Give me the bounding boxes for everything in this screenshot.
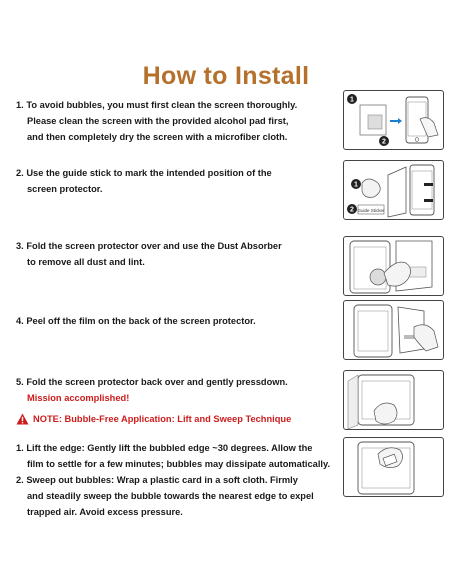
panel-dust-absorber <box>343 236 444 296</box>
step-4 <box>16 313 256 329</box>
svg-text:2: 2 <box>350 206 354 214</box>
panel-press-down <box>343 370 444 430</box>
page-title: How to Install <box>142 62 310 90</box>
press-down-illustration <box>344 371 443 429</box>
svg-text:1: 1 <box>354 181 358 189</box>
step-2 <box>16 165 272 197</box>
warning-icon <box>16 413 29 425</box>
lift-sweep-illustration <box>344 438 443 496</box>
guide-stick-illustration <box>344 161 443 219</box>
panel-lift-sweep <box>343 437 444 497</box>
technique-line-4: and steadily sweep the bubble towards the nearest edge to expel <box>27 491 314 501</box>
panel-peel-film <box>343 300 444 360</box>
svg-text:1: 1 <box>350 96 354 104</box>
step-4-line-1: 4. Peel off the film on the back of the screen protector. <box>16 316 256 326</box>
panel-guide-stick <box>343 160 444 220</box>
technique-line-3: 2. Sweep out bubbles: Wrap a plastic card in a soft cloth. Firmly <box>16 475 298 485</box>
panel-cleaning <box>343 90 444 150</box>
peel-film-illustration <box>344 301 443 359</box>
cleaning-illustration <box>344 91 443 149</box>
step-1-line-1: 1. To avoid bubbles, you must first clean the screen thoroughly. <box>16 100 298 110</box>
technique-line-1: 1. Lift the edge: Gently lift the bubbled edge ~30 degrees. Allow the <box>16 443 313 453</box>
note-heading <box>16 413 291 425</box>
step-3-line-2: to remove all dust and lint. <box>27 257 145 267</box>
step-1-line-2: Please clean the screen with the provided alcohol pad first, <box>27 116 289 126</box>
step-5-line-1: 5. Fold the screen protector back over and gently pressdown. <box>16 377 288 387</box>
step-2-line-1: 2. Use the guide stick to mark the intended position of the <box>16 168 272 178</box>
step-5-line-2: Mission accomplished! <box>27 393 130 403</box>
step-3 <box>16 238 282 270</box>
dust-absorber-illustration <box>344 237 443 295</box>
svg-text:Guide Sticker: Guide Sticker <box>357 208 385 213</box>
step-3-line-1: 3. Fold the screen protector over and use the Dust Absorber <box>16 241 282 251</box>
technique-line-2: film to settle for a few minutes; bubbles may dissipate automatically. <box>27 459 331 469</box>
step-1 <box>16 97 297 145</box>
step-2-line-2: screen protector. <box>27 184 103 194</box>
svg-text:2: 2 <box>382 138 386 146</box>
technique-line-5: trapped air. Avoid excess pressure. <box>27 507 183 517</box>
step-1-line-3: and then completely dry the screen with a microfiber cloth. <box>27 132 288 142</box>
technique-list <box>16 440 330 520</box>
step-5 <box>16 374 288 406</box>
note-text: NOTE: Bubble-Free Application: Lift and Sweep Technique <box>33 414 292 424</box>
